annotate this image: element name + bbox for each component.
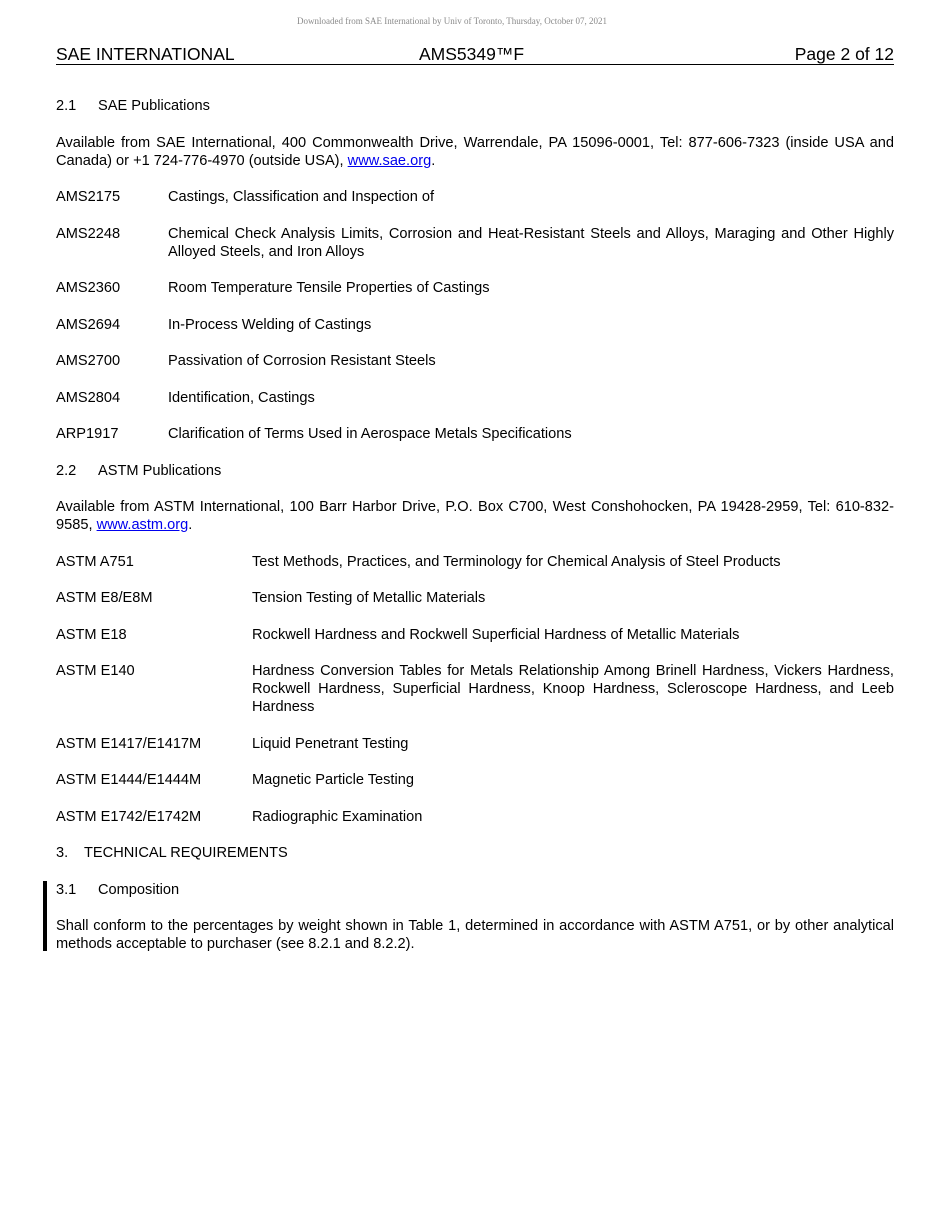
reference-code: AMS2694 xyxy=(56,316,121,333)
sae-link[interactable]: www.sae.org xyxy=(347,152,432,169)
reference-code: AMS2248 xyxy=(56,225,121,242)
reference-item xyxy=(56,225,894,261)
availability-end: . xyxy=(431,152,436,169)
section-heading-sae xyxy=(56,97,894,115)
section-number: 2.2 xyxy=(56,462,77,479)
reference-title: Magnetic Particle Testing xyxy=(252,772,414,788)
reference-title: Rockwell Hardness and Rockwell Superficial Hardness of Metallic Materials xyxy=(252,626,740,643)
astm-reference-list xyxy=(56,553,894,826)
reference-item xyxy=(56,352,894,370)
reference-code: AMS2360 xyxy=(56,280,121,296)
reference-title: Radiographic Examination xyxy=(252,808,423,825)
reference-code: ASTM A751 xyxy=(56,553,134,570)
reference-code: AMS2700 xyxy=(56,353,121,369)
header-org: SAE INTERNATIONAL xyxy=(56,44,235,64)
reference-title: Clarification of Terms Used in Aerospace Metals Specifications xyxy=(168,426,572,442)
reference-code: AMS2804 xyxy=(56,389,121,406)
reference-title: Castings, Classification and Inspection of xyxy=(168,189,435,205)
astm-availability xyxy=(56,498,894,534)
reference-code: ASTM E8/E8M xyxy=(56,590,153,606)
page-header xyxy=(56,44,894,65)
reference-item xyxy=(56,389,894,407)
reference-item xyxy=(56,808,894,826)
reference-title: Hardness Conversion Tables for Metals Relationship Among Brinell Hardness, Vickers Hardness, Rockwell Hardness, Superficial Hardness, Knoop Hardness, Scleroscope Hardness, and Leeb Hardness xyxy=(252,663,894,715)
reference-title: Identification, Castings xyxy=(168,389,315,406)
composition-text: Shall conform to the percentages by weight shown in Table 1, determined in accordance with ASTM A751, or by other analytical methods acceptable to purchaser (see 8.2.1 and 8.2.2). xyxy=(56,918,894,952)
reference-code: AMS2175 xyxy=(56,189,121,205)
reference-title: Tension Testing of Metallic Materials xyxy=(252,590,486,606)
section-title: TECHNICAL REQUIREMENTS xyxy=(84,845,288,861)
availability-text: Available from SAE International, 400 Commonwealth Drive, Warrendale, PA 15096-0001, Tel: 877-606-7323 (inside USA and Canada) or +1 724-776-4970 (outside USA), xyxy=(56,134,894,169)
reference-title: Liquid Penetrant Testing xyxy=(252,735,409,752)
document-body xyxy=(56,97,894,972)
reference-title: Chemical Check Analysis Limits, Corrosion and Heat-Resistant Steels and Alloys, Maraging and Other Highly Alloyed Steels, and Iron Alloys xyxy=(168,225,894,260)
reference-item xyxy=(56,279,894,297)
reference-title: In-Process Welding of Castings xyxy=(168,316,372,333)
reference-item xyxy=(56,662,894,716)
reference-code: ASTM E1444/E1444M xyxy=(56,772,202,788)
reference-code: ARP1917 xyxy=(56,426,119,442)
availability-end: . xyxy=(188,517,193,533)
reference-code: ASTM E140 xyxy=(56,663,135,679)
reference-item xyxy=(56,589,894,607)
reference-title: Test Methods, Practices, and Terminology for Chemical Analysis of Steel Products xyxy=(252,553,781,570)
reference-item xyxy=(56,316,894,334)
reference-title: Passivation of Corrosion Resistant Steels xyxy=(168,353,436,369)
sae-availability xyxy=(56,134,894,170)
reference-code: ASTM E1417/E1417M xyxy=(56,735,202,752)
section-number: 2.1 xyxy=(56,98,77,114)
sae-reference-list xyxy=(56,188,894,443)
reference-item xyxy=(56,626,894,644)
section-title: SAE Publications xyxy=(98,98,210,114)
section-number: 3.1 xyxy=(56,881,77,898)
header-page-number: Page 2 of 12 xyxy=(794,44,894,64)
section-heading-astm xyxy=(56,462,894,480)
section-title: Composition xyxy=(98,881,180,898)
header-doc-id: AMS5349™F xyxy=(419,44,525,64)
reference-item xyxy=(56,188,894,206)
availability-text: Available from ASTM International, 100 Barr Harbor Drive, P.O. Box C700, West Conshohocken, PA 19428-2959, Tel: 610-832-9585, xyxy=(56,499,894,533)
section-title: ASTM Publications xyxy=(98,462,222,479)
reference-code: ASTM E18 xyxy=(56,626,127,643)
reference-item xyxy=(56,553,894,571)
section-number: 3. xyxy=(56,845,69,861)
download-watermark: Downloaded from SAE International by Univ of Toronto, Thursday, October 07, 2021 xyxy=(297,16,607,26)
reference-item xyxy=(56,735,894,753)
section-heading-composition xyxy=(56,881,894,899)
reference-code: ASTM E1742/E1742M xyxy=(56,808,202,825)
section-heading-technical xyxy=(56,844,894,862)
astm-link[interactable]: www.astm.org xyxy=(96,517,189,533)
revision-change-bar xyxy=(43,881,47,951)
reference-title: Room Temperature Tensile Properties of Castings xyxy=(168,280,490,296)
reference-item xyxy=(56,425,894,443)
reference-item xyxy=(56,771,894,789)
